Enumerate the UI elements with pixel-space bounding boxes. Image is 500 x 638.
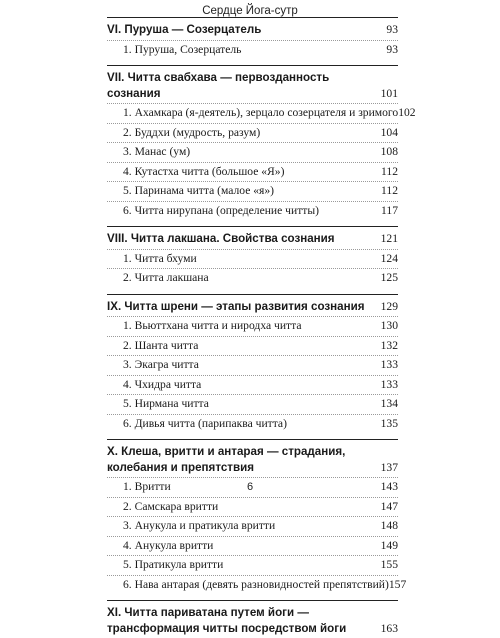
item-label: 6. Читта нирупана (определение читты) [123, 203, 320, 217]
item-page-number: 148 [380, 519, 398, 532]
chapter-page-number: 163 [380, 621, 398, 635]
chapter-items [107, 247, 398, 294]
item-label: 3. Манас (ум) [123, 145, 191, 158]
item-page-number: 133 [380, 358, 398, 371]
page-number: 6 [246, 481, 254, 493]
chapter-heading-row [107, 66, 398, 101]
chapter-items [107, 475, 407, 600]
item-label: 6. Дивья читта (парипаква читта) [123, 416, 287, 430]
chapter-heading-row [107, 440, 398, 475]
item-label: 5. Паринама читта (малое «я») [123, 184, 275, 197]
item-page-number: 143 [380, 480, 398, 493]
toc-chapter [107, 226, 398, 294]
item-page-number: 149 [380, 538, 398, 552]
item-label: 1. Вритти [123, 480, 171, 493]
item-page-number: 112 [381, 164, 398, 178]
chapter-heading-row [107, 601, 398, 636]
item-page-number: 155 [380, 558, 398, 571]
item-page-number: 125 [380, 271, 398, 284]
item-page-number: 147 [380, 499, 398, 513]
item-label: 4. Кутастха читта (большое «Я») [123, 164, 285, 178]
toc-item [107, 394, 398, 414]
chapter-heading-row [107, 18, 398, 38]
toc-item [107, 142, 398, 162]
item-page-number: 102 [398, 106, 416, 119]
item-label: 2. Самскара вритти [123, 499, 219, 513]
toc-item [107, 103, 416, 123]
chapter-items [107, 38, 398, 66]
chapter-heading-row [107, 227, 398, 247]
item-page-number: 93 [386, 42, 398, 56]
item-page-number: 130 [380, 319, 398, 332]
toc-item [107, 181, 398, 201]
chapter-title: X. Клеша, вритти и антарая — страдания, колебания и препятствия [107, 445, 346, 474]
toc-item [107, 336, 398, 356]
item-page-number: 104 [380, 125, 398, 139]
toc-item [107, 497, 398, 517]
toc-item [107, 249, 398, 269]
chapter-title: VIII. Читта лакшана. Свойства сознания [107, 232, 335, 245]
toc-item [107, 201, 398, 221]
item-label: 4. Чхидра читта [123, 377, 202, 391]
chapter-heading-row [107, 295, 398, 315]
chapter-items [107, 314, 398, 439]
item-label: 2. Шанта читта [123, 338, 199, 352]
toc-chapter [107, 294, 398, 440]
item-page-number: 135 [380, 416, 398, 430]
toc-item [107, 40, 398, 60]
table-of-contents [107, 17, 416, 638]
item-label: 5. Пратикула вритти [123, 558, 224, 571]
toc-item [107, 316, 398, 336]
toc-item [107, 516, 398, 536]
item-page-number: 157 [388, 577, 407, 591]
chapter-page-number: 101 [380, 86, 398, 100]
toc-item [107, 268, 398, 288]
item-label: 3. Анукула и пратикула вритти [123, 519, 276, 532]
item-page-number: 117 [381, 203, 398, 217]
toc-item [107, 536, 398, 556]
chapter-page-number: 137 [380, 460, 398, 474]
item-label: 5. Нирмана читта [123, 397, 209, 410]
item-page-number: 132 [380, 338, 398, 352]
toc-item [107, 375, 398, 395]
item-label: 6. Нава антарая (девять разновидностей препятствий) [123, 577, 389, 591]
item-label: 4. Анукула вритти [123, 538, 214, 552]
toc-item [107, 123, 398, 143]
item-page-number: 124 [380, 251, 398, 265]
item-page-number: 112 [381, 184, 398, 197]
toc-item [107, 162, 398, 182]
item-page-number: 108 [380, 145, 398, 158]
chapter-title: XI. Читта париватана путем йоги — трансформация читты посредством йоги [107, 606, 347, 635]
chapter-title: IX. Читта шрени — этапы развития сознания [107, 299, 365, 313]
chapter-page-number: 93 [386, 23, 398, 36]
item-label: 1. Читта бхуми [123, 251, 197, 265]
item-label: 1. Вьюттхана читта и ниродха читта [123, 319, 302, 332]
item-page-number: 134 [380, 397, 398, 410]
chapter-title: VII. Читта свабхава — первозданность сознания [107, 71, 330, 100]
toc-chapter [107, 17, 398, 65]
toc-chapter [107, 600, 398, 638]
toc-item [107, 575, 407, 595]
item-label: 2. Буддхи (мудрость, разум) [123, 125, 261, 139]
toc-chapter [107, 65, 416, 226]
toc-item [107, 414, 398, 434]
toc-item [107, 555, 398, 575]
item-label: 1. Пуруша, Созерцатель [123, 42, 242, 56]
chapter-page-number: 129 [380, 299, 398, 313]
item-label: 3. Экагра читта [123, 358, 199, 371]
toc-chapter [107, 439, 407, 600]
chapter-page-number: 121 [380, 232, 398, 245]
running-header: Сердце Йога-сутр [202, 5, 298, 17]
item-label: 1. Ахамкара (я-деятель), зерцало созерцателя и зримого [123, 106, 399, 119]
toc-item [107, 355, 398, 375]
item-page-number: 133 [380, 377, 398, 391]
chapter-title: VI. Пуруша — Созерцатель [107, 23, 262, 36]
chapter-items [107, 101, 416, 226]
item-label: 2. Читта лакшана [123, 271, 209, 284]
